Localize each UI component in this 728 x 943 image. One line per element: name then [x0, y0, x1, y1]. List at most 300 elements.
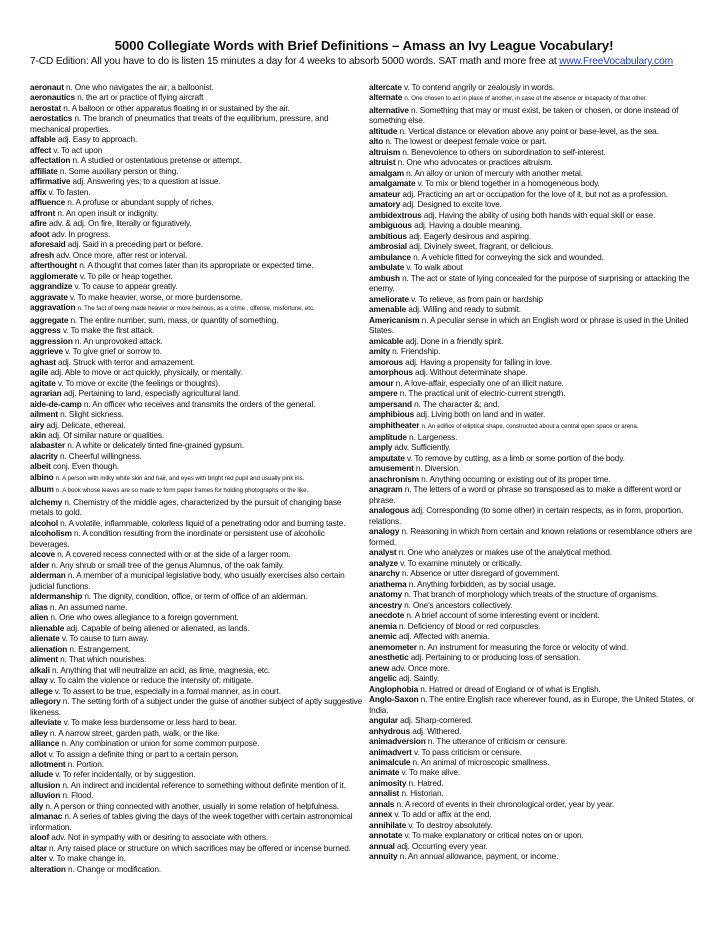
- definition: n. A person or thing connected with another, usually in some relation of helpfulness.: [45, 800, 339, 811]
- dictionary-entry: [369, 252, 702, 262]
- subtitle-text: 7-CD Edition: All you have to do is listen 15 minutes a day for 4 weeks to absorb 5000 words. SAT math and more free at: [30, 56, 560, 67]
- headword: aeronaut: [30, 82, 64, 92]
- definition: n. Chemistry of the middle ages, characterized by the pursuit of changing base metals to gold.: [30, 496, 342, 518]
- dictionary-entry: [30, 675, 363, 685]
- headword: amphitheater: [369, 419, 420, 430]
- dictionary-entry: [369, 809, 702, 819]
- dictionary-entry: [369, 388, 702, 398]
- definition: n. The letters of a word or phrase so transposed as to make a different word or phrase.: [369, 484, 682, 505]
- definition: v. To walk about: [406, 262, 463, 273]
- definition: n. One's ancestors collectively.: [404, 599, 513, 610]
- definition: v. To destroy absolutely.: [408, 819, 493, 830]
- headword: aliment: [30, 654, 58, 665]
- dictionary-entry: [369, 420, 702, 432]
- definition: n. The fact of being made heavier or more heinous, as a crime , offense, misfortune, etc.: [77, 305, 315, 313]
- dictionary-entry: [30, 176, 363, 186]
- definition: v. To cause to turn away.: [61, 633, 149, 644]
- dictionary-entry: [30, 187, 363, 197]
- dictionary-entry: [369, 715, 702, 725]
- headword: alkali: [30, 664, 50, 675]
- definition: n. An officer who receives and transmits the orders of the general.: [83, 398, 316, 409]
- headword: alabaster: [30, 440, 66, 451]
- headword: ambiguous: [369, 220, 412, 231]
- dictionary-entry: [369, 399, 702, 409]
- definition: n. An open insult or indignity.: [57, 207, 159, 218]
- dictionary-entry: [369, 830, 702, 840]
- definition: adj. Having the ability of using both hands with equal skill or ease.: [423, 209, 656, 220]
- headword: aggress: [30, 325, 61, 336]
- dictionary-entry: [30, 357, 363, 367]
- headword: alcoholism: [30, 528, 72, 539]
- definition: n. The act or state of lying concealed for the purpose of surprising or attacking the enemy.: [369, 272, 690, 294]
- definition: adj. Having a double meaning.: [414, 220, 522, 231]
- definition: n. A profuse or abundant supply of riches.: [67, 197, 214, 208]
- definition: n. A series of tables giving the days of the week together with certain astronomical information.: [30, 811, 353, 832]
- dictionary-entry: [369, 147, 702, 157]
- headword: anarchy: [369, 568, 400, 579]
- headword: altruism: [369, 146, 401, 157]
- dictionary-entry: [30, 281, 363, 291]
- definition: n. An indirect and incidental reference to something without definite mention of it.: [62, 779, 346, 790]
- definition: adv. Not in sympathy with or desiring to associate with others.: [51, 832, 269, 843]
- definition: v. To examine minutely or critically.: [400, 557, 522, 568]
- definition: v. To make heavier, worse, or more burdensome.: [70, 291, 243, 302]
- headword: alternative: [369, 104, 409, 115]
- definition: v. To mix or blend together in a homogeneous body.: [417, 178, 600, 189]
- dictionary-entry: [369, 841, 702, 851]
- dictionary-entry: [369, 294, 702, 304]
- dictionary-entry: [369, 579, 702, 589]
- headword: ambush: [369, 272, 400, 283]
- definition: adj. Sharp-cornered.: [400, 715, 473, 726]
- definition: v. To act upon: [53, 144, 103, 155]
- dictionary-entry: [30, 832, 363, 842]
- dictionary-entry: [369, 851, 702, 861]
- headword: allay: [30, 675, 48, 686]
- dictionary-entry: [369, 610, 702, 620]
- headword: anemometer: [369, 641, 417, 652]
- dictionary-entry: [30, 497, 363, 518]
- definition: adj. Easy to approach.: [57, 134, 138, 145]
- dictionary-entry: [30, 623, 363, 633]
- definition: adj. Of similar nature or qualities.: [48, 429, 165, 440]
- dictionary-entry: [30, 302, 363, 314]
- definition: adv. Sufficiently.: [394, 442, 451, 453]
- headword: annotate: [369, 830, 403, 841]
- definition: n. Flood.: [62, 790, 94, 801]
- dictionary-entry: [30, 208, 363, 218]
- definition: n. An unprovoked attack.: [74, 335, 163, 346]
- headword: affront: [30, 207, 56, 218]
- definition: v. To make change in.: [48, 853, 126, 864]
- dictionary-entry: [30, 92, 363, 102]
- definition: v. To make the first attack.: [62, 325, 155, 336]
- definition: n. A book whose leaves are so made to form paper frames for holding photographs or the like.: [55, 487, 309, 495]
- definition: adv. In progress.: [51, 228, 111, 239]
- dictionary-entry: [369, 199, 702, 209]
- definition: v. To make less burdensome or less hard to bear.: [63, 717, 237, 728]
- definition: n. A brief account of some interesting event or incident.: [406, 610, 600, 621]
- dictionary-entry: [369, 484, 702, 505]
- headword: ambulance: [369, 251, 411, 262]
- headword: alcohol: [30, 517, 58, 528]
- definition: n. The lowest or deepest female voice or part.: [385, 136, 547, 147]
- dictionary-entry: [369, 442, 702, 452]
- definition: n. Portion.: [67, 759, 104, 769]
- definition: adv. Once more.: [391, 662, 450, 673]
- headword: alternate: [369, 92, 403, 103]
- dictionary-entry: [369, 168, 702, 178]
- definition: v. To contend angrily or zealously in words.: [403, 82, 555, 92]
- headword: afresh: [30, 249, 55, 260]
- definition: n. A thought that comes later than its appropriate or expected time.: [79, 260, 314, 271]
- dictionary-entry: [30, 440, 363, 450]
- definition: n. Largeness.: [409, 431, 458, 442]
- definition: adj. Affected with anemia.: [398, 631, 490, 642]
- headword: angular: [369, 715, 398, 726]
- headword: agitate: [30, 377, 56, 388]
- definition: n. Change or modification.: [68, 863, 161, 874]
- headword: ambitious: [369, 230, 407, 241]
- left-column: [30, 82, 363, 874]
- definition: n. A white or delicately tinted fine-grained gypsum.: [67, 440, 244, 451]
- headword: aggregate: [30, 314, 69, 325]
- definition: n. the art or practice of flying aircraft: [77, 92, 204, 103]
- definition: n. Anything occurring or existing out of its proper time.: [421, 473, 611, 484]
- headword: aggrieve: [30, 346, 63, 357]
- definition: n. Slight sickness.: [60, 409, 124, 420]
- definition: n. Absence or utter disregard of government.: [401, 568, 560, 579]
- dictionary-entry: [30, 113, 363, 134]
- dictionary-entry: [369, 409, 702, 419]
- headword: ambulate: [369, 262, 405, 273]
- dictionary-entry: [30, 197, 363, 207]
- headword: aggravation: [30, 302, 76, 313]
- definition: n. An alloy or union of mercury with another metal.: [406, 167, 583, 178]
- headword: affluence: [30, 197, 66, 208]
- headword: Anglo-Saxon: [369, 694, 419, 705]
- definition: adj. Pertaining to land, especially agricultural land.: [63, 388, 241, 399]
- definition: adj. Withered.: [412, 725, 462, 736]
- dictionary-entry: [369, 547, 702, 557]
- headword: amatory: [369, 199, 401, 210]
- definition: n. A member of a municipal legislative body, who usually exercises also certain judicial functions.: [30, 570, 345, 591]
- dictionary-entry: [369, 304, 702, 314]
- dictionary-entry: [30, 612, 363, 622]
- definition: n. Hatred.: [408, 777, 444, 788]
- headword: ambrosial: [369, 241, 407, 252]
- headword: analogy: [369, 526, 400, 537]
- dictionary-entry: [369, 788, 702, 798]
- dictionary-entry: [30, 166, 363, 176]
- headword: alley: [30, 727, 48, 738]
- dictionary-entry: [30, 853, 363, 863]
- headword: akin: [30, 429, 47, 440]
- headword: agrarian: [30, 388, 62, 399]
- definition: v. To assert to be true, especially in a formal manner, as in court.: [54, 685, 281, 696]
- headword: animate: [369, 767, 400, 778]
- dictionary-entry: [30, 769, 363, 779]
- definition: n. Historian.: [401, 788, 444, 799]
- dictionary-entry: [369, 673, 702, 683]
- headword: airy: [30, 419, 45, 430]
- headword: amphibious: [369, 409, 415, 420]
- dictionary-entry: [30, 549, 363, 559]
- definition: adv. Once more, after rest or interval.: [56, 249, 188, 260]
- dictionary-entry: [369, 684, 702, 694]
- headword: altercate: [369, 82, 402, 92]
- dictionary-entry: [369, 463, 702, 473]
- dictionary-entry: [30, 451, 363, 461]
- definition: n. An edifice of elliptical shape, constructed about a central open space or arena.: [421, 422, 639, 430]
- dictionary-entry: [30, 644, 363, 654]
- headword: Americanism: [369, 314, 420, 325]
- headword: anecdote: [369, 610, 405, 621]
- headword: aggrandize: [30, 281, 73, 292]
- headword: ampere: [369, 388, 398, 399]
- dictionary-entry: [30, 560, 363, 570]
- headword: annals: [369, 798, 395, 809]
- definition: adj. Struck with terror and amazement.: [58, 356, 195, 367]
- document-title: 5000 Collegiate Words with Brief Definitions – Amass an Ivy League Vocabulary!: [114, 38, 614, 53]
- definition: n. Any shrub or small tree of the genus Alumnus, of the oak family.: [51, 559, 285, 570]
- dictionary-entry: [369, 474, 702, 484]
- dictionary-entry: [369, 432, 702, 442]
- definition: adv. & adj. On fire, literally or figuratively.: [48, 218, 192, 229]
- dictionary-entry: [30, 250, 363, 260]
- headword: amity: [369, 346, 390, 357]
- headword: alliance: [30, 738, 60, 749]
- headword: aerostat: [30, 102, 62, 113]
- dictionary-entry: [30, 346, 363, 356]
- definition: n. Any combination or union for some common purpose.: [61, 738, 260, 749]
- headword: animadvert: [369, 746, 412, 757]
- headword: ancestry: [369, 599, 402, 610]
- headword: aerostatics: [30, 113, 73, 124]
- dictionary-entry: [30, 292, 363, 302]
- headword: amour: [369, 377, 394, 388]
- headword: allude: [30, 769, 54, 780]
- dictionary-entry: [369, 336, 702, 346]
- definition: adj. Delicate, ethereal.: [46, 419, 126, 430]
- dictionary-entry: [30, 749, 363, 759]
- dictionary-entry: [369, 315, 702, 336]
- definition: n. That branch of morphology which treats of the structure of organisms.: [404, 589, 658, 600]
- definition: n. The entire number, sum, mass, or quantity of something.: [70, 314, 279, 325]
- headword: animadversion: [369, 736, 426, 747]
- dictionary-entry: [30, 239, 363, 249]
- dictionary-entry: [30, 738, 363, 748]
- headword: ailment: [30, 409, 58, 420]
- dictionary-entry: [30, 717, 363, 727]
- headword: annual: [369, 840, 395, 851]
- headword: anachronism: [369, 473, 419, 484]
- dictionary-entry: [369, 92, 702, 104]
- dictionary-entry: [30, 155, 363, 165]
- dictionary-entry: [369, 157, 702, 167]
- headword: affable: [30, 134, 56, 145]
- headword: amputate: [369, 452, 405, 463]
- definition: n. A record of events in their chronological order, year by year.: [396, 798, 615, 809]
- headword: anemia: [369, 620, 397, 631]
- dictionary-entry: [369, 652, 702, 662]
- definition: n. A covered recess connected with or at the side of a larger room.: [57, 549, 291, 560]
- headword: alienable: [30, 622, 65, 633]
- headword: affiliate: [30, 165, 58, 176]
- definition: n. The setting forth of a subject under the guise of another subject of aptly suggestive likeness.: [30, 696, 363, 717]
- definition: adj. Divinely sweet, fragrant, or delicious.: [409, 241, 554, 252]
- dictionary-entry: [369, 505, 702, 526]
- dictionary-entry: [30, 654, 363, 664]
- definition: n. Anything that will neutralize an acid, as lime, magnesia, etc.: [52, 664, 271, 675]
- headword: aforesaid: [30, 239, 66, 250]
- headword: aloof: [30, 832, 50, 843]
- definition: n. A love-affair, especially one of an illicit nature.: [395, 377, 564, 388]
- dictionary-entry: [30, 430, 363, 440]
- headword: aggression: [30, 335, 73, 346]
- dictionary-entry: [30, 409, 363, 419]
- dictionary-entry: [30, 103, 363, 113]
- dictionary-entry: [369, 82, 702, 92]
- dictionary-entry: [369, 136, 702, 146]
- definition: n. A volatile, inflammable, colorless liquid of a penetrating odor and burning taste.: [60, 517, 346, 528]
- definition: v. To add or affix at the end.: [394, 809, 492, 820]
- dictionary-entry: [369, 631, 702, 641]
- dictionary-entry: [30, 843, 363, 853]
- definition: n. An annual allowance, payment, or income.: [399, 851, 559, 862]
- headword: amorphous: [369, 367, 413, 378]
- dictionary-entry: [369, 558, 702, 568]
- definition: adj. Capable of being aliened or alienated, as lands.: [66, 622, 250, 633]
- dictionary-entry: [30, 591, 363, 601]
- definition: n. Estrangement.: [69, 643, 131, 654]
- dictionary-entry: [30, 420, 363, 430]
- headword: animalcule: [369, 757, 411, 767]
- headword: alderman: [30, 570, 66, 581]
- definition: adj. Saintly.: [398, 673, 440, 684]
- definition: v. To give grief or sorrow to.: [65, 346, 162, 357]
- headword: amusement: [369, 463, 414, 474]
- headword: altitude: [369, 125, 398, 136]
- dictionary-entry: [369, 747, 702, 757]
- definition: n. A peculiar sense in which an English word or phrase is used in the United States.: [369, 314, 689, 336]
- headword: afoot: [30, 228, 50, 239]
- dictionary-entry: [30, 801, 363, 811]
- definition: v. To cause to appear greatly.: [74, 281, 178, 292]
- dictionary-entry: [369, 767, 702, 777]
- dictionary-entry: [369, 210, 702, 220]
- dictionary-entry: [30, 518, 363, 528]
- definition: adj. Without determinate shape.: [414, 367, 528, 378]
- headword: angelic: [369, 673, 397, 684]
- headword: alleviate: [30, 717, 62, 728]
- dictionary-entry: [369, 778, 702, 788]
- definition: n. The utterance of criticism or censure.: [427, 736, 568, 747]
- definition: n. An animal of microscopic smallness.: [412, 757, 550, 767]
- headword: affirmative: [30, 176, 71, 187]
- headword: analyst: [369, 547, 397, 558]
- definition: adj. Answering yes; to a question at issue.: [72, 176, 221, 187]
- definition: adj. Done in a friendly spirit.: [405, 335, 504, 346]
- dictionary-entry: [30, 780, 363, 790]
- dictionary-entry: [369, 726, 702, 736]
- definition: n. A vehicle fitted for conveying the sick and wounded.: [413, 251, 604, 262]
- dictionary-entry: [369, 589, 702, 599]
- dictionary-entry: [30, 229, 363, 239]
- website-link[interactable]: www.FreeVocabulary.com: [559, 56, 673, 67]
- dictionary-entry: [30, 388, 363, 398]
- dictionary-entry: [369, 621, 702, 631]
- headword: agglomerate: [30, 270, 78, 281]
- definition: v. To pile or heap together.: [79, 270, 173, 281]
- definition: v. To remove by cutting, as a limb or some portion of the body.: [406, 452, 625, 463]
- dictionary-entry: [30, 134, 363, 144]
- headword: annalist: [369, 788, 400, 799]
- dictionary-entry: [30, 570, 363, 591]
- right-column: [369, 82, 702, 862]
- definition: conj. Even though.: [52, 461, 119, 472]
- headword: animosity: [369, 777, 407, 788]
- headword: alluvion: [30, 790, 61, 801]
- dictionary-entry: [369, 241, 702, 251]
- definition: v. To assign a definite thing or part to a certain person.: [48, 748, 239, 759]
- headword: amplitude: [369, 431, 407, 442]
- definition: adj. Designed to excite love.: [402, 199, 502, 210]
- headword: amateur: [369, 188, 401, 199]
- definition: adj. Pertaining to or producing loss of sensation.: [410, 652, 581, 663]
- definition: n. Friendship.: [392, 346, 441, 357]
- dictionary-entry: [369, 231, 702, 241]
- headword: alacrity: [30, 450, 58, 461]
- definition: adj. Occurring every year.: [397, 840, 488, 851]
- definition: v. To make alive.: [401, 767, 460, 778]
- headword: allege: [30, 685, 53, 696]
- headword: alienate: [30, 633, 60, 644]
- headword: amenable: [369, 304, 407, 315]
- headword: alder: [30, 559, 50, 570]
- dictionary-entry: [369, 663, 702, 673]
- headword: analogous: [369, 505, 410, 516]
- dictionary-entry: [369, 568, 702, 578]
- headword: anemic: [369, 631, 397, 642]
- definition: n. A balloon or other apparatus floating in or sustained by the air.: [63, 102, 290, 113]
- headword: amalgam: [369, 167, 404, 178]
- definition: adj. Able to move or act quickly, physically, or mentally.: [50, 367, 243, 378]
- headword: amicable: [369, 335, 404, 346]
- dictionary-entry: [369, 189, 702, 199]
- dictionary-entry: [369, 346, 702, 356]
- headword: alien: [30, 612, 49, 623]
- headword: alias: [30, 601, 48, 612]
- headword: ally: [30, 800, 44, 811]
- headword: annex: [369, 809, 393, 820]
- headword: allusion: [30, 779, 61, 790]
- dictionary-entry: [369, 642, 702, 652]
- dictionary-entry: [369, 736, 702, 746]
- headword: allotment: [30, 759, 66, 769]
- headword: alter: [30, 853, 47, 864]
- dictionary-entry: [30, 790, 363, 800]
- headword: anesthetic: [369, 652, 409, 663]
- definition: n. Something that may or must exist, be taken or chosen, or done instead of something else.: [369, 104, 679, 126]
- definition: n. An instrument for measuring the force or velocity of wind.: [419, 641, 628, 652]
- definition: v. To move or excite (the feelings or thoughts).: [57, 377, 221, 388]
- dictionary-entry: [30, 602, 363, 612]
- definition: n. One who owes allegiance to a foreign government.: [50, 612, 239, 623]
- headword: alienation: [30, 643, 68, 654]
- definition: n. Any raised place or structure on which sacrifices may be offered or incense burned.: [48, 842, 351, 853]
- definition: v. To pass criticism or censure.: [413, 746, 522, 757]
